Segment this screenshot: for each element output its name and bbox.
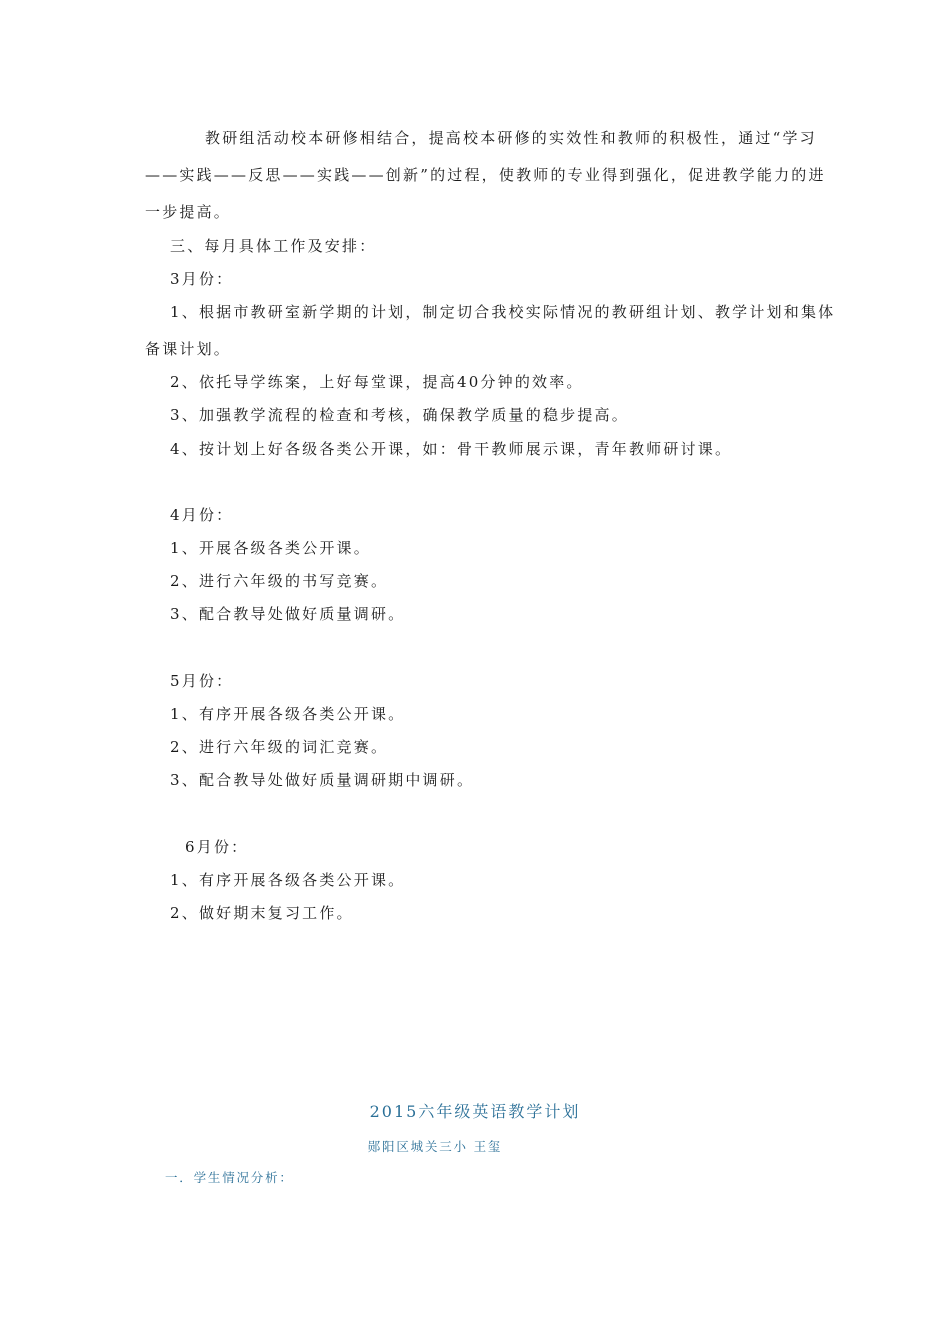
next-document-section-1-heading: 一．学生情况分析： bbox=[165, 1170, 294, 1185]
march-item-4: 4、按计划上好各级各类公开课，如：骨干教师展示课，青年教师研讨课。 bbox=[170, 440, 733, 458]
may-item-1: 1、有序开展各级各类公开课。 bbox=[170, 705, 406, 723]
section-heading-monthly-plan: 三、每月具体工作及安排： bbox=[170, 237, 377, 255]
april-item-1: 1、开展各级各类公开课。 bbox=[170, 539, 371, 557]
april-item-3: 3、配合教导处做好质量调研。 bbox=[170, 605, 406, 623]
intro-line-1: 教研组活动校本研修相结合，提高校本研修的实效性和教师的积极性，通过“学习 bbox=[205, 129, 817, 147]
month-label-april: 4月份： bbox=[170, 506, 234, 524]
march-item-1-line-2: 备课计划。 bbox=[145, 340, 232, 358]
month-label-march: 3月份： bbox=[170, 270, 234, 288]
month-label-may: 5月份： bbox=[170, 672, 234, 690]
next-document-author: 郧阳区城关三小 王玺 bbox=[367, 1139, 503, 1154]
june-item-2: 2、做好期末复习工作。 bbox=[170, 904, 354, 922]
intro-line-2: ——实践——反思——实践——创新”的过程，使教师的专业得到强化，促进教学能力的进 bbox=[145, 166, 826, 184]
month-label-june: 6月份： bbox=[185, 838, 249, 856]
march-item-1-line-1: 1、根据市教研室新学期的计划，制定切合我校实际情况的教研组计划、教学计划和集体 bbox=[170, 303, 836, 321]
june-item-1: 1、有序开展各级各类公开课。 bbox=[170, 871, 406, 889]
march-item-3: 3、加强教学流程的检查和考核，确保教学质量的稳步提高。 bbox=[170, 406, 629, 424]
may-item-2: 2、进行六年级的词汇竞赛。 bbox=[170, 738, 389, 756]
intro-line-3: 一步提高。 bbox=[145, 203, 232, 221]
next-document-title: 2015六年级英语教学计划 bbox=[369, 1102, 581, 1121]
march-item-2: 2、依托导学练案，上好每堂课，提高40分钟的效率。 bbox=[170, 373, 584, 391]
april-item-2: 2、进行六年级的书写竞赛。 bbox=[170, 572, 389, 590]
may-item-3: 3、配合教导处做好质量调研期中调研。 bbox=[170, 771, 475, 789]
